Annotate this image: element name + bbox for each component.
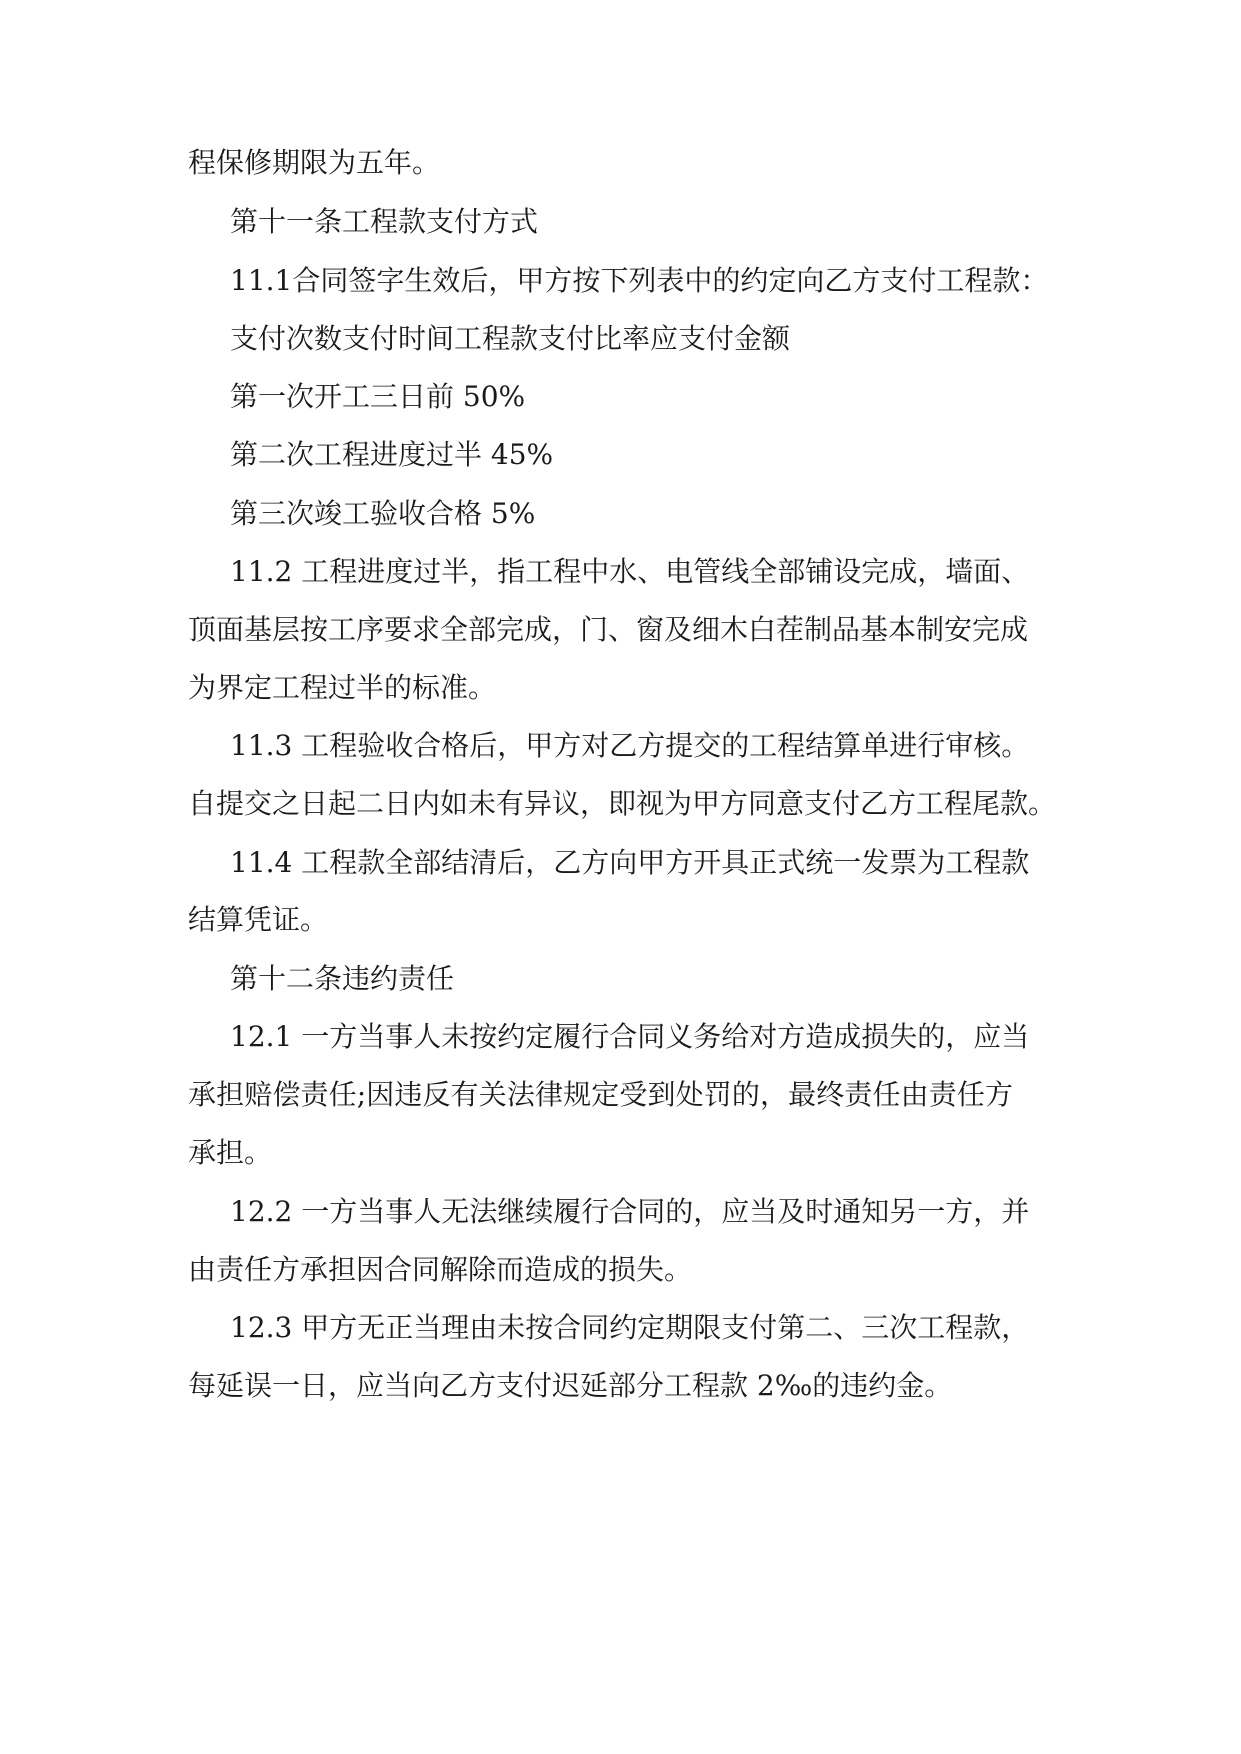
text-line: 11.2 工程进度过半，指工程中水、电管线全部铺设完成，墙面、 — [230, 555, 1030, 588]
table-header-line: 支付次数支付时间工程款支付比率应支付金额 — [230, 322, 791, 355]
text-line: 承担。 — [188, 1136, 273, 1169]
text-line: 为界定工程过半的标准。 — [188, 671, 497, 704]
text-line: 11.1合同签字生效后，甲方按下列表中的约定向乙方支付工程款： — [230, 264, 1049, 297]
text-line: 顶面基层按工序要求全部完成，门、窗及细木白茬制品基本制安完成 — [188, 613, 1029, 646]
text-line: 11.3 工程验收合格后，甲方对乙方提交的工程结算单进行审核。 — [230, 729, 1030, 762]
text-line: 程保修期限为五年。 — [188, 146, 441, 179]
text-line: 12.1 一方当事人未按约定履行合同义务给对方造成损失的，应当 — [230, 1020, 1030, 1053]
text-line: 12.2 一方当事人无法继续履行合同的，应当及时通知另一方，并 — [230, 1195, 1030, 1228]
text-line: 11.4 工程款全部结清后，乙方向甲方开具正式统一发票为工程款 — [230, 846, 1030, 879]
text-line: 由责任方承担因合同解除而造成的损失。 — [188, 1253, 693, 1286]
text-line: 自提交之日起二日内如未有异议，即视为甲方同意支付乙方工程尾款。 — [188, 787, 1057, 820]
text-line: 每延误一日，应当向乙方支付迟延部分工程款 2‰的违约金。 — [188, 1369, 953, 1402]
table-row-line: 第三次竣工验收合格 5% — [230, 497, 536, 530]
table-row-line: 第一次开工三日前 50% — [230, 380, 526, 413]
text-line: 承担赔偿责任;因违反有关法律规定受到处罚的，最终责任由责任方 — [188, 1078, 1013, 1111]
text-line: 结算凭证。 — [188, 903, 329, 936]
article-heading: 第十一条工程款支付方式 — [230, 205, 539, 238]
table-row-line: 第二次工程进度过半 45% — [230, 438, 554, 471]
text-line: 12.3 甲方无正当理由未按合同约定期限支付第二、三次工程款， — [230, 1311, 1030, 1344]
article-heading: 第十二条违约责任 — [230, 962, 455, 995]
